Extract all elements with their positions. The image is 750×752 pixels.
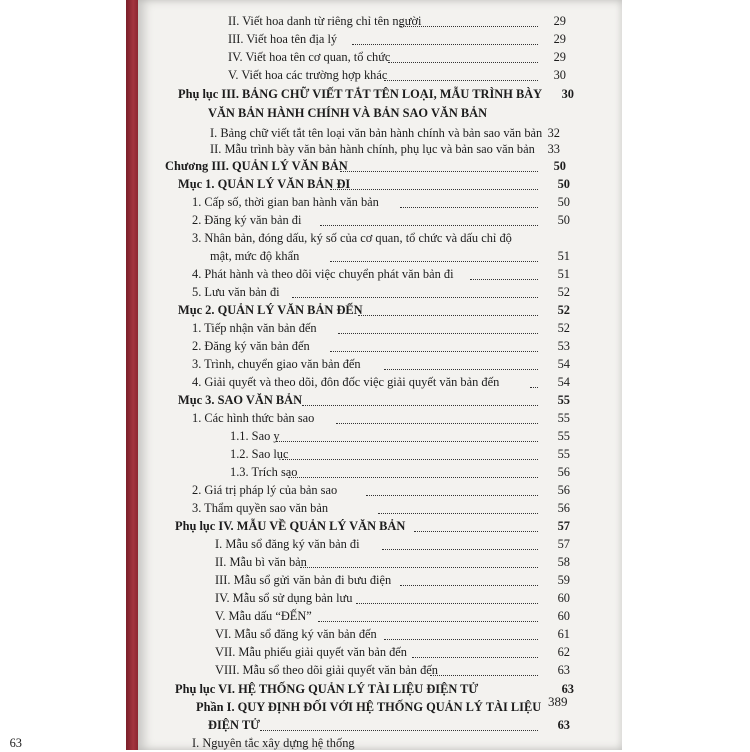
dot-leader [330, 337, 538, 352]
toc-entry-text: 3. Thẩm quyền sao văn bản [192, 501, 329, 515]
toc-line [192, 229, 566, 247]
toc-entry-text: VIII. Mẫu sổ theo dõi giải quyết văn bản đến [215, 663, 438, 677]
dot-leader [352, 30, 538, 45]
toc-page-number: 50 [553, 159, 566, 173]
toc-line [192, 283, 570, 301]
toc-page-number: 62 [557, 645, 570, 659]
toc-entry-text: I. Bảng chữ viết tắt tên loại văn bản hành chính và bản sao văn bản [210, 126, 543, 140]
dot-leader [414, 517, 538, 532]
toc-line [228, 30, 566, 48]
toc-page-number: 63 [9, 736, 22, 750]
toc-page-number: 51 [557, 249, 570, 263]
toc-line [215, 643, 570, 661]
dot-leader [400, 12, 538, 27]
toc-entry-text: Phần I. QUY ĐỊNH ĐỐI VỚI HỆ THỐNG QUẢN LÝ TÀI LIỆU [196, 700, 542, 714]
toc-line [210, 247, 570, 265]
toc-entry-text: ĐIỆN TỬ [208, 718, 260, 732]
dot-leader [356, 589, 538, 604]
toc-page-number: 59 [557, 573, 570, 587]
dot-leader [340, 157, 538, 172]
toc-line [192, 193, 570, 211]
toc-page-number: 29 [553, 14, 566, 28]
toc-page-number: 54 [557, 375, 570, 389]
toc-page-number: 56 [557, 483, 570, 497]
toc-entry-text: Phụ lục IV. MẪU VỀ QUẢN LÝ VĂN BẢN [175, 519, 406, 533]
toc-entry-text: Chương III. QUẢN LÝ VĂN BẢN [165, 159, 348, 173]
toc-entry-text: 4. Giải quyết và theo dõi, đôn đốc việc giải quyết văn bản đến [192, 375, 500, 389]
toc-page-number: 30 [561, 87, 574, 101]
dot-leader [260, 716, 538, 731]
dot-leader [400, 193, 538, 208]
toc-line [192, 499, 570, 517]
toc-page-number: 50 [557, 213, 570, 227]
toc-entry-text: Phụ lục VI. HỆ THỐNG QUẢN LÝ TÀI LIỆU ĐIỆN TỬ [175, 682, 479, 696]
toc-page-number: 61 [557, 627, 570, 641]
dot-leader [282, 445, 538, 460]
toc-line [178, 301, 570, 319]
dot-leader [400, 571, 538, 586]
toc-entry-text: VĂN BẢN HÀNH CHÍNH VÀ BẢN SAO VĂN BẢN [208, 106, 488, 120]
toc-line [215, 661, 570, 679]
toc-line [192, 355, 570, 373]
toc-entry-text: VII. Mẫu phiếu giải quyết văn bản đến [215, 645, 408, 659]
dot-leader [358, 301, 538, 316]
toc-line [192, 373, 570, 391]
toc-line [178, 175, 570, 193]
toc-line [215, 553, 570, 571]
dot-leader [530, 373, 538, 388]
toc-page-number: 50 [557, 195, 570, 209]
toc-entry-text: Mục 1. QUẢN LÝ VĂN BẢN ĐI [178, 177, 351, 191]
toc-entry-text: Phụ lục III. BẢNG CHỮ VIẾT TẮT TÊN LOẠI, MẪU TRÌNH BÀY [178, 87, 543, 101]
dot-leader [384, 625, 538, 640]
toc-line [192, 265, 570, 283]
toc-line [175, 680, 574, 698]
dot-leader [276, 427, 538, 442]
toc-entry-text: Mục 3. SAO VĂN BẢN [178, 393, 303, 407]
dot-leader [318, 607, 538, 622]
toc-entry-text: 2. Giá trị pháp lý của bản sao [192, 483, 338, 497]
toc-page-number: 55 [557, 393, 570, 407]
toc-page-number: 52 [557, 303, 570, 317]
toc-line [192, 319, 570, 337]
toc-line [215, 571, 570, 589]
toc-line [230, 445, 570, 463]
page-number: 389 [548, 694, 568, 709]
toc-page-number: 55 [557, 429, 570, 443]
toc-line [215, 589, 570, 607]
toc-page-number: 29 [553, 32, 566, 46]
toc-page-number: 33 [547, 142, 560, 156]
dot-leader [292, 283, 538, 298]
toc-line [228, 12, 566, 30]
toc-line [208, 104, 566, 122]
toc-line [228, 66, 566, 84]
toc-entry-text: 5. Lưu văn bản đi [192, 285, 280, 299]
toc-entry-text: 1. Tiếp nhận văn bản đến [192, 321, 317, 335]
toc-entry-text: 2. Đăng ký văn bản đi [192, 213, 302, 227]
toc-line [192, 211, 570, 229]
dot-leader [288, 463, 538, 478]
toc-entry-text: 1. Các hình thức bản sao [192, 411, 315, 425]
dot-leader [302, 391, 538, 406]
dot-leader [330, 175, 538, 190]
toc-line [175, 517, 570, 535]
toc-entry-text: III. Mẫu sổ gửi văn bản đi bưu điện [215, 573, 392, 587]
toc-entry-text: I. Nguyên tắc xây dựng hệ thống [192, 736, 355, 750]
toc-page-number: 52 [557, 321, 570, 335]
toc-line [228, 48, 566, 66]
dot-leader [430, 661, 538, 676]
dot-leader [330, 247, 538, 262]
toc-page-number: 60 [557, 591, 570, 605]
toc-entry-text: II. Viết hoa danh từ riêng chỉ tên người [228, 14, 422, 28]
toc-entry-text: Mục 2. QUẢN LÝ VĂN BẢN ĐẾN [178, 303, 363, 317]
toc-line [208, 716, 570, 734]
toc-entry-text: IV. Mẫu sổ sử dụng bản lưu [215, 591, 353, 605]
dot-leader [384, 355, 538, 370]
toc-line [178, 85, 574, 103]
toc-line [165, 157, 566, 175]
toc-page-number: 54 [557, 357, 570, 371]
toc-page-number: 50 [557, 177, 570, 191]
toc-line [215, 607, 570, 625]
toc-entry-text: 1. Cấp số, thời gian ban hành văn bản [192, 195, 379, 209]
dot-leader [300, 553, 538, 568]
toc-page-number: 63 [557, 718, 570, 732]
toc-page-number: 56 [557, 501, 570, 515]
toc-line [192, 481, 570, 499]
toc-entry-text: 3. Nhân bản, đóng dấu, ký số của cơ quan, tổ chức và dấu chỉ độ [192, 231, 512, 245]
toc-page-number: 52 [557, 285, 570, 299]
toc-line [196, 698, 566, 716]
toc-entry-text: II. Mẫu trình bày văn bản hành chính, phụ lục và bản sao văn bản [210, 142, 535, 156]
toc-entry-text: VI. Mẫu sổ đăng ký văn bản đến [215, 627, 377, 641]
toc-line [230, 427, 570, 445]
dot-leader [382, 535, 538, 550]
toc-entry-text: 1.2. Sao lục [230, 447, 289, 461]
toc-page-number: 60 [557, 609, 570, 623]
toc-entry-text: IV. Viết hoa tên cơ quan, tổ chức [228, 50, 391, 64]
toc-page-number: 58 [557, 555, 570, 569]
dot-leader [378, 499, 538, 514]
toc-entry-text: V. Viết hoa các trường hợp khác [228, 68, 388, 82]
toc-page-number: 55 [557, 447, 570, 461]
toc-entry-text: mật, mức độ khẩn [210, 249, 300, 263]
toc-page-number: 53 [557, 339, 570, 353]
toc-line [9, 734, 566, 752]
toc-page-number: 30 [553, 68, 566, 82]
toc-line [210, 140, 566, 158]
toc-page-number: 55 [557, 411, 570, 425]
dot-leader [412, 643, 538, 658]
toc-entry-text: 1.3. Trích sao [230, 465, 298, 479]
dot-leader [338, 319, 538, 334]
dot-leader [336, 409, 538, 424]
dot-leader [384, 66, 538, 81]
dot-leader [388, 48, 538, 63]
dot-leader [320, 211, 538, 226]
toc-page-number: 51 [557, 267, 570, 281]
toc-entry-text: 3. Trình, chuyển giao văn bản đến [192, 357, 361, 371]
toc-page-number: 63 [557, 663, 570, 677]
toc-page-number: 29 [553, 50, 566, 64]
book-cover-edge [126, 0, 138, 750]
toc-entry-text: II. Mẫu bì văn bản [215, 555, 307, 569]
toc-entry-text: V. Mẫu dấu “ĐẾN” [215, 609, 312, 623]
toc-page-number: 32 [547, 126, 560, 140]
toc-line [215, 625, 570, 643]
toc-entry-text: 4. Phát hành và theo dõi việc chuyển phát văn bản đi [192, 267, 454, 281]
toc-line [192, 409, 570, 427]
dot-leader [470, 265, 538, 280]
toc-entry-text: 1.1. Sao y [230, 429, 280, 443]
toc-page-number: 56 [557, 465, 570, 479]
toc-page-number: 57 [557, 537, 570, 551]
toc-page-number: 63 [561, 682, 574, 696]
toc-entry-text: I. Mẫu sổ đăng ký văn bản đi [215, 537, 360, 551]
toc-entry-text: 2. Đăng ký văn bản đến [192, 339, 310, 353]
toc-line [178, 391, 570, 409]
toc-line [215, 535, 570, 553]
toc-page-number: 57 [557, 519, 570, 533]
dot-leader [366, 481, 538, 496]
toc-line [192, 337, 570, 355]
toc-line [230, 463, 570, 481]
toc-entry-text: III. Viết hoa tên địa lý [228, 32, 338, 46]
